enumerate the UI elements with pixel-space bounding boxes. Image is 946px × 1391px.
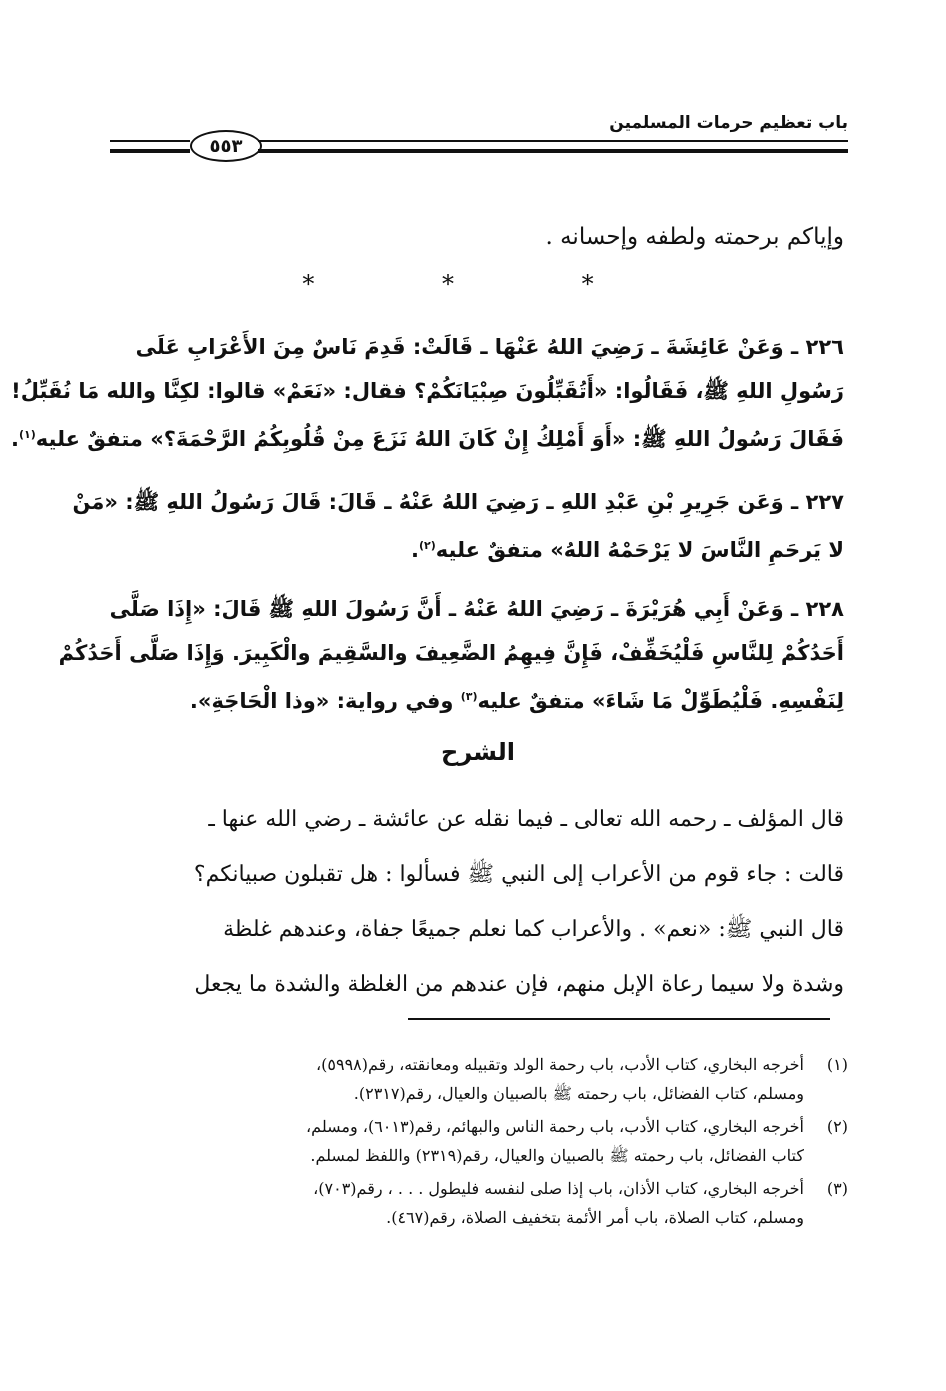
footnote-ref-3[interactable]: (٣) [460,690,478,703]
commentary-paragraph [112,792,844,1012]
footnote-ref-2[interactable]: (٢) [419,539,436,552]
hadith-228-line-1: ٢٢٨ ـ وَعَنْ أَبِي هُرَيْرَةَ ـ رَضِيَ اللهُ عَنْهُ ـ أَنَّ رَسُولَ اللهِ ﷺ قَالَ: «إِذَا صَلَّى [109,597,844,621]
footnotes [112,1050,848,1236]
intro-line: وإياكم برحمته ولطفه وإحسانه . [545,224,844,250]
hadith-226-line-1: ٢٢٦ ـ وَعَنْ عَائِشَةَ ـ رَضِيَ اللهُ عَنْهَا ـ قَالَتْ: قَدِمَ نَاسٌ مِنَ الأَعْرَابِ عَلَى [135,335,844,359]
hadith-227-line-2-text: لا يَرحَمِ النَّاسَ لا يَرْحَمْهُ اللهُ» متفقٌ عليه [435,538,844,562]
footnote-ref-1[interactable]: (١) [18,428,36,441]
commentary-line-4: وشدة ولا سيما رعاة الإبل منهم، فإن عندهم من الغلظة والشدة ما يجعل [194,972,844,997]
hadith-228-line-2: أَحَدُكُمْ لِلنَّاسِ فَلْيُخَفِّفْ، فَإِنَّ فِيهِمُ الضَّعِيفَ والسَّقِيمَ والْكَبِيرَ. وَإِذَا صَلَّى أَحَدُكُمْ [58,641,844,665]
footnote-1 [112,1050,848,1108]
footnote-number: (٢) [826,1117,848,1136]
commentary-line-3: قال النبي ﷺ: «نعم» . والأعراب كما نعلم جميعًا جفاة، وعندهم غلظة [223,917,844,942]
hadith-227-line-1: ٢٢٧ ـ وَعَن جَرِيرِ بْنِ عَبْدِ اللهِ ـ رَضِيَ اللهُ عَنْهُ ـ قَالَ: قَالَ رَسُولُ اللهِ ﷺ: «مَنْ [72,490,844,514]
page-number: ٥٥٣ [190,130,262,162]
hadith-226-line-3-text: فَقَالَ رَسُولُ اللهِ ﷺ: «أَوَ أَمْلِكُ إِنْ كَانَ اللهُ نَزَعَ مِنْ قُلُوبِكُمُ الرَّحْمَةَ؟» متفقٌ عليه [35,427,844,451]
footnote-number: (٣) [826,1179,848,1198]
hadith-228 [58,587,844,723]
footnote-separator [408,1018,830,1020]
footnote-line: أخرجه البخاري، كتاب الأذان، باب إذا صلى لنفسه فليطول . . . ، رقم(٧٠٣)، [313,1179,804,1198]
commentary-line-2: قالت : جاء قوم من الأعراب إلى النبي ﷺ فسألوا : هل تقبلون صبيانكم؟ [193,862,844,887]
hadith-226-line-3: فَقَالَ رَسُولُ اللهِ ﷺ: «أَوَ أَمْلِكُ إِنْ كَانَ اللهُ نَزَعَ مِنْ قُلُوبِكُمُ الرَّحْمَةَ؟» متفقٌ عليه$^{(١)}$. [11,427,844,451]
header-rule-right [258,140,848,153]
footnote-line: كتاب الفضائل، باب رحمته ﷺ بالصبيان والعيال، رقم(٢٣١٩) واللفظ لمسلم. [310,1146,804,1165]
header-rule-left [110,140,190,153]
footnote-line: أخرجه البخاري، كتاب الأدب، باب رحمة الولد وتقبيله ومعانقته، رقم(٥٩٩٨)، [315,1055,804,1074]
footnote-3 [112,1174,848,1232]
hadith-228-line-3-text: لِنَفْسِهِ. فَلْيُطَوِّلْ مَا شَاءَ» متفقٌ عليه [477,689,844,713]
hadith-228-variant: وفي رواية: «وذا الْحَاجَةِ». [189,689,454,713]
hadith-226-line-2: رَسُولِ اللهِ ﷺ، فَقَالُوا: «أَتُقَبِّلُونَ صِبْيَانَكُمْ؟ فقال: «نَعَمْ» قالوا: لكِنَّا والله مَا نُقَبِّلُ! [11,379,844,403]
hadith-228-line-3 [112,675,844,723]
footnote-number: (١) [826,1055,848,1074]
hadith-227-line-2: لا يَرحَمِ النَّاسَ لا يَرْحَمْهُ اللهُ» متفقٌ عليه$^{(٢)}$. [411,538,844,562]
intro-paragraph [112,215,844,259]
running-title: باب تعظيم حرمات المسلمين [609,113,848,133]
commentary-line-1: قال المؤلف ـ رحمه الله تعالى ـ فيما نقله عن عائشة ـ رضي الله عنها ـ [208,807,844,832]
footnote-2 [112,1112,848,1170]
section-title: الشرح [441,738,515,766]
star-separator: * * * [302,270,654,298]
hadith-227 [72,480,844,572]
footnote-line: أخرجه البخاري، كتاب الأدب، باب رحمة الناس والبهائم، رقم(٦٠١٣)، ومسلم، [306,1117,804,1136]
footnote-line: ومسلم، كتاب الصلاة، باب أمر الأئمة بتخفيف الصلاة، رقم(٤٦٧). [386,1208,804,1227]
footnote-line: ومسلم، كتاب الفضائل، باب رحمته ﷺ بالصبيان والعيال، رقم(٢٣١٧). [353,1084,804,1103]
hadith-226 [11,325,844,461]
